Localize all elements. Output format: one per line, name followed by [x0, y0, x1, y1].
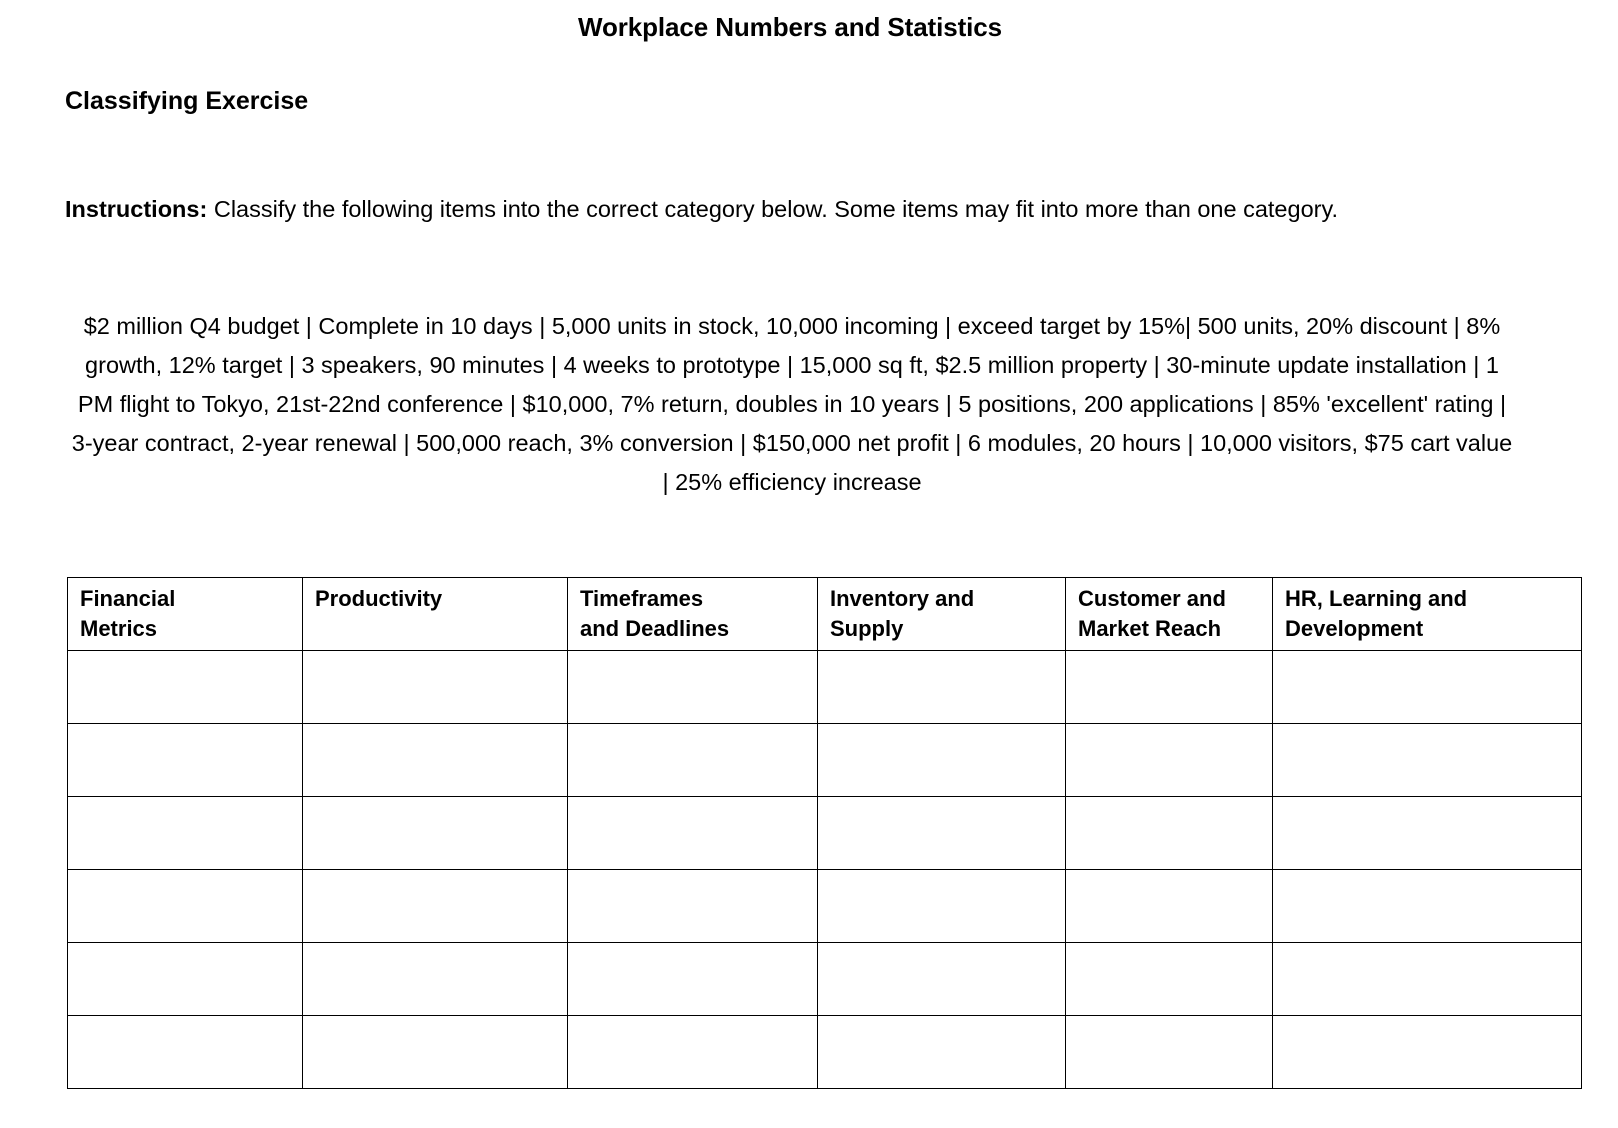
answer-cell[interactable] — [303, 651, 568, 724]
table-row — [68, 724, 1582, 797]
column-header-line-1: Timeframes — [580, 586, 704, 611]
answer-cell[interactable] — [1066, 943, 1273, 1016]
column-header-line-1: HR, Learning and — [1285, 586, 1468, 611]
section-heading: Classifying Exercise — [65, 87, 309, 115]
table-row — [68, 870, 1582, 943]
answer-cell[interactable] — [1273, 651, 1582, 724]
column-header-customer-and-market-reach — [1066, 578, 1273, 651]
column-header-productivity — [303, 578, 568, 651]
answer-cell[interactable] — [1273, 870, 1582, 943]
answer-cell[interactable] — [568, 724, 818, 797]
instructions-label: Instructions: — [65, 195, 208, 222]
column-header-line-1: Inventory and — [830, 586, 975, 611]
answer-cell[interactable] — [568, 797, 818, 870]
answer-cell[interactable] — [303, 943, 568, 1016]
answer-cell[interactable] — [68, 724, 303, 797]
answer-cell[interactable] — [68, 870, 303, 943]
table-row — [68, 1016, 1582, 1089]
answer-cell[interactable] — [568, 870, 818, 943]
column-header-line-1: Customer and — [1078, 586, 1226, 611]
answer-cell[interactable] — [818, 943, 1066, 1016]
column-header-hr-learning-and-development — [1273, 578, 1582, 651]
items-list-paragraph: $2 million Q4 budget | Complete in 10 days | 5,000 units in stock, 10,000 incoming | exceed target by 15%| 500 units, 20% discount | 8% growth, 12% target | 3 speakers, 90 minutes | 4 weeks to prototype | 15,000 sq ft, $2.5 million property | 30-minute update installation | 1 PM flight to Tokyo, 21st-22nd conference | $10,000, 7% return, doubles in 10 years | 5 positions, 200 applications | 85% 'excellent' rating | 3-year contract, 2-year renewal | 500,000 reach, 3% conversion | $150,000 net profit | 6 modules, 20 hours | 10,000 visitors, $75 cart value | 25% efficiency increase — [71, 312, 1513, 495]
answer-cell[interactable] — [1273, 1016, 1582, 1089]
table-row — [68, 651, 1582, 724]
answer-cell[interactable] — [818, 651, 1066, 724]
answer-cell[interactable] — [303, 870, 568, 943]
answer-cell[interactable] — [1066, 651, 1273, 724]
answer-cell[interactable] — [1066, 797, 1273, 870]
column-header-line-2: Market Reach — [1078, 616, 1222, 641]
column-header-line-2: Supply — [830, 616, 904, 641]
column-header-financial-metrics — [68, 578, 303, 651]
answer-cell[interactable] — [1066, 724, 1273, 797]
page-title: Workplace Numbers and Statistics — [577, 12, 1002, 42]
table-body — [68, 651, 1582, 1089]
answer-cell[interactable] — [1273, 943, 1582, 1016]
answer-cell[interactable] — [303, 724, 568, 797]
table-header-row — [68, 578, 1582, 651]
answer-cell[interactable] — [568, 1016, 818, 1089]
instructions-paragraph — [65, 189, 1505, 230]
answer-cell[interactable] — [303, 797, 568, 870]
answer-cell[interactable] — [303, 1016, 568, 1089]
answer-cell[interactable] — [1273, 724, 1582, 797]
column-header-line-2: Productivity — [315, 586, 443, 611]
column-header-line-2: Development — [1285, 616, 1424, 641]
answer-cell[interactable] — [818, 1016, 1066, 1089]
answer-cell[interactable] — [818, 797, 1066, 870]
table-row — [68, 943, 1582, 1016]
answer-cell[interactable] — [568, 943, 818, 1016]
answer-cell[interactable] — [568, 651, 818, 724]
classification-table — [67, 577, 1582, 1089]
column-header-inventory-and-supply — [818, 578, 1066, 651]
answer-cell[interactable] — [68, 943, 303, 1016]
column-header-line-2: and Deadlines — [580, 616, 730, 641]
column-header-timeframes-and-deadlines — [568, 578, 818, 651]
answer-cell[interactable] — [1066, 870, 1273, 943]
instructions-text: Classify the following items into the correct category below. Some items may fit into more than one category. — [207, 195, 1338, 222]
column-header-line-1: Financial — [80, 586, 176, 611]
answer-cell[interactable] — [1066, 1016, 1273, 1089]
column-header-line-2: Metrics — [80, 616, 158, 641]
table-row — [68, 797, 1582, 870]
answer-cell[interactable] — [68, 797, 303, 870]
answer-cell[interactable] — [68, 651, 303, 724]
answer-cell[interactable] — [818, 870, 1066, 943]
answer-cell[interactable] — [1273, 797, 1582, 870]
answer-cell[interactable] — [818, 724, 1066, 797]
answer-cell[interactable] — [68, 1016, 303, 1089]
